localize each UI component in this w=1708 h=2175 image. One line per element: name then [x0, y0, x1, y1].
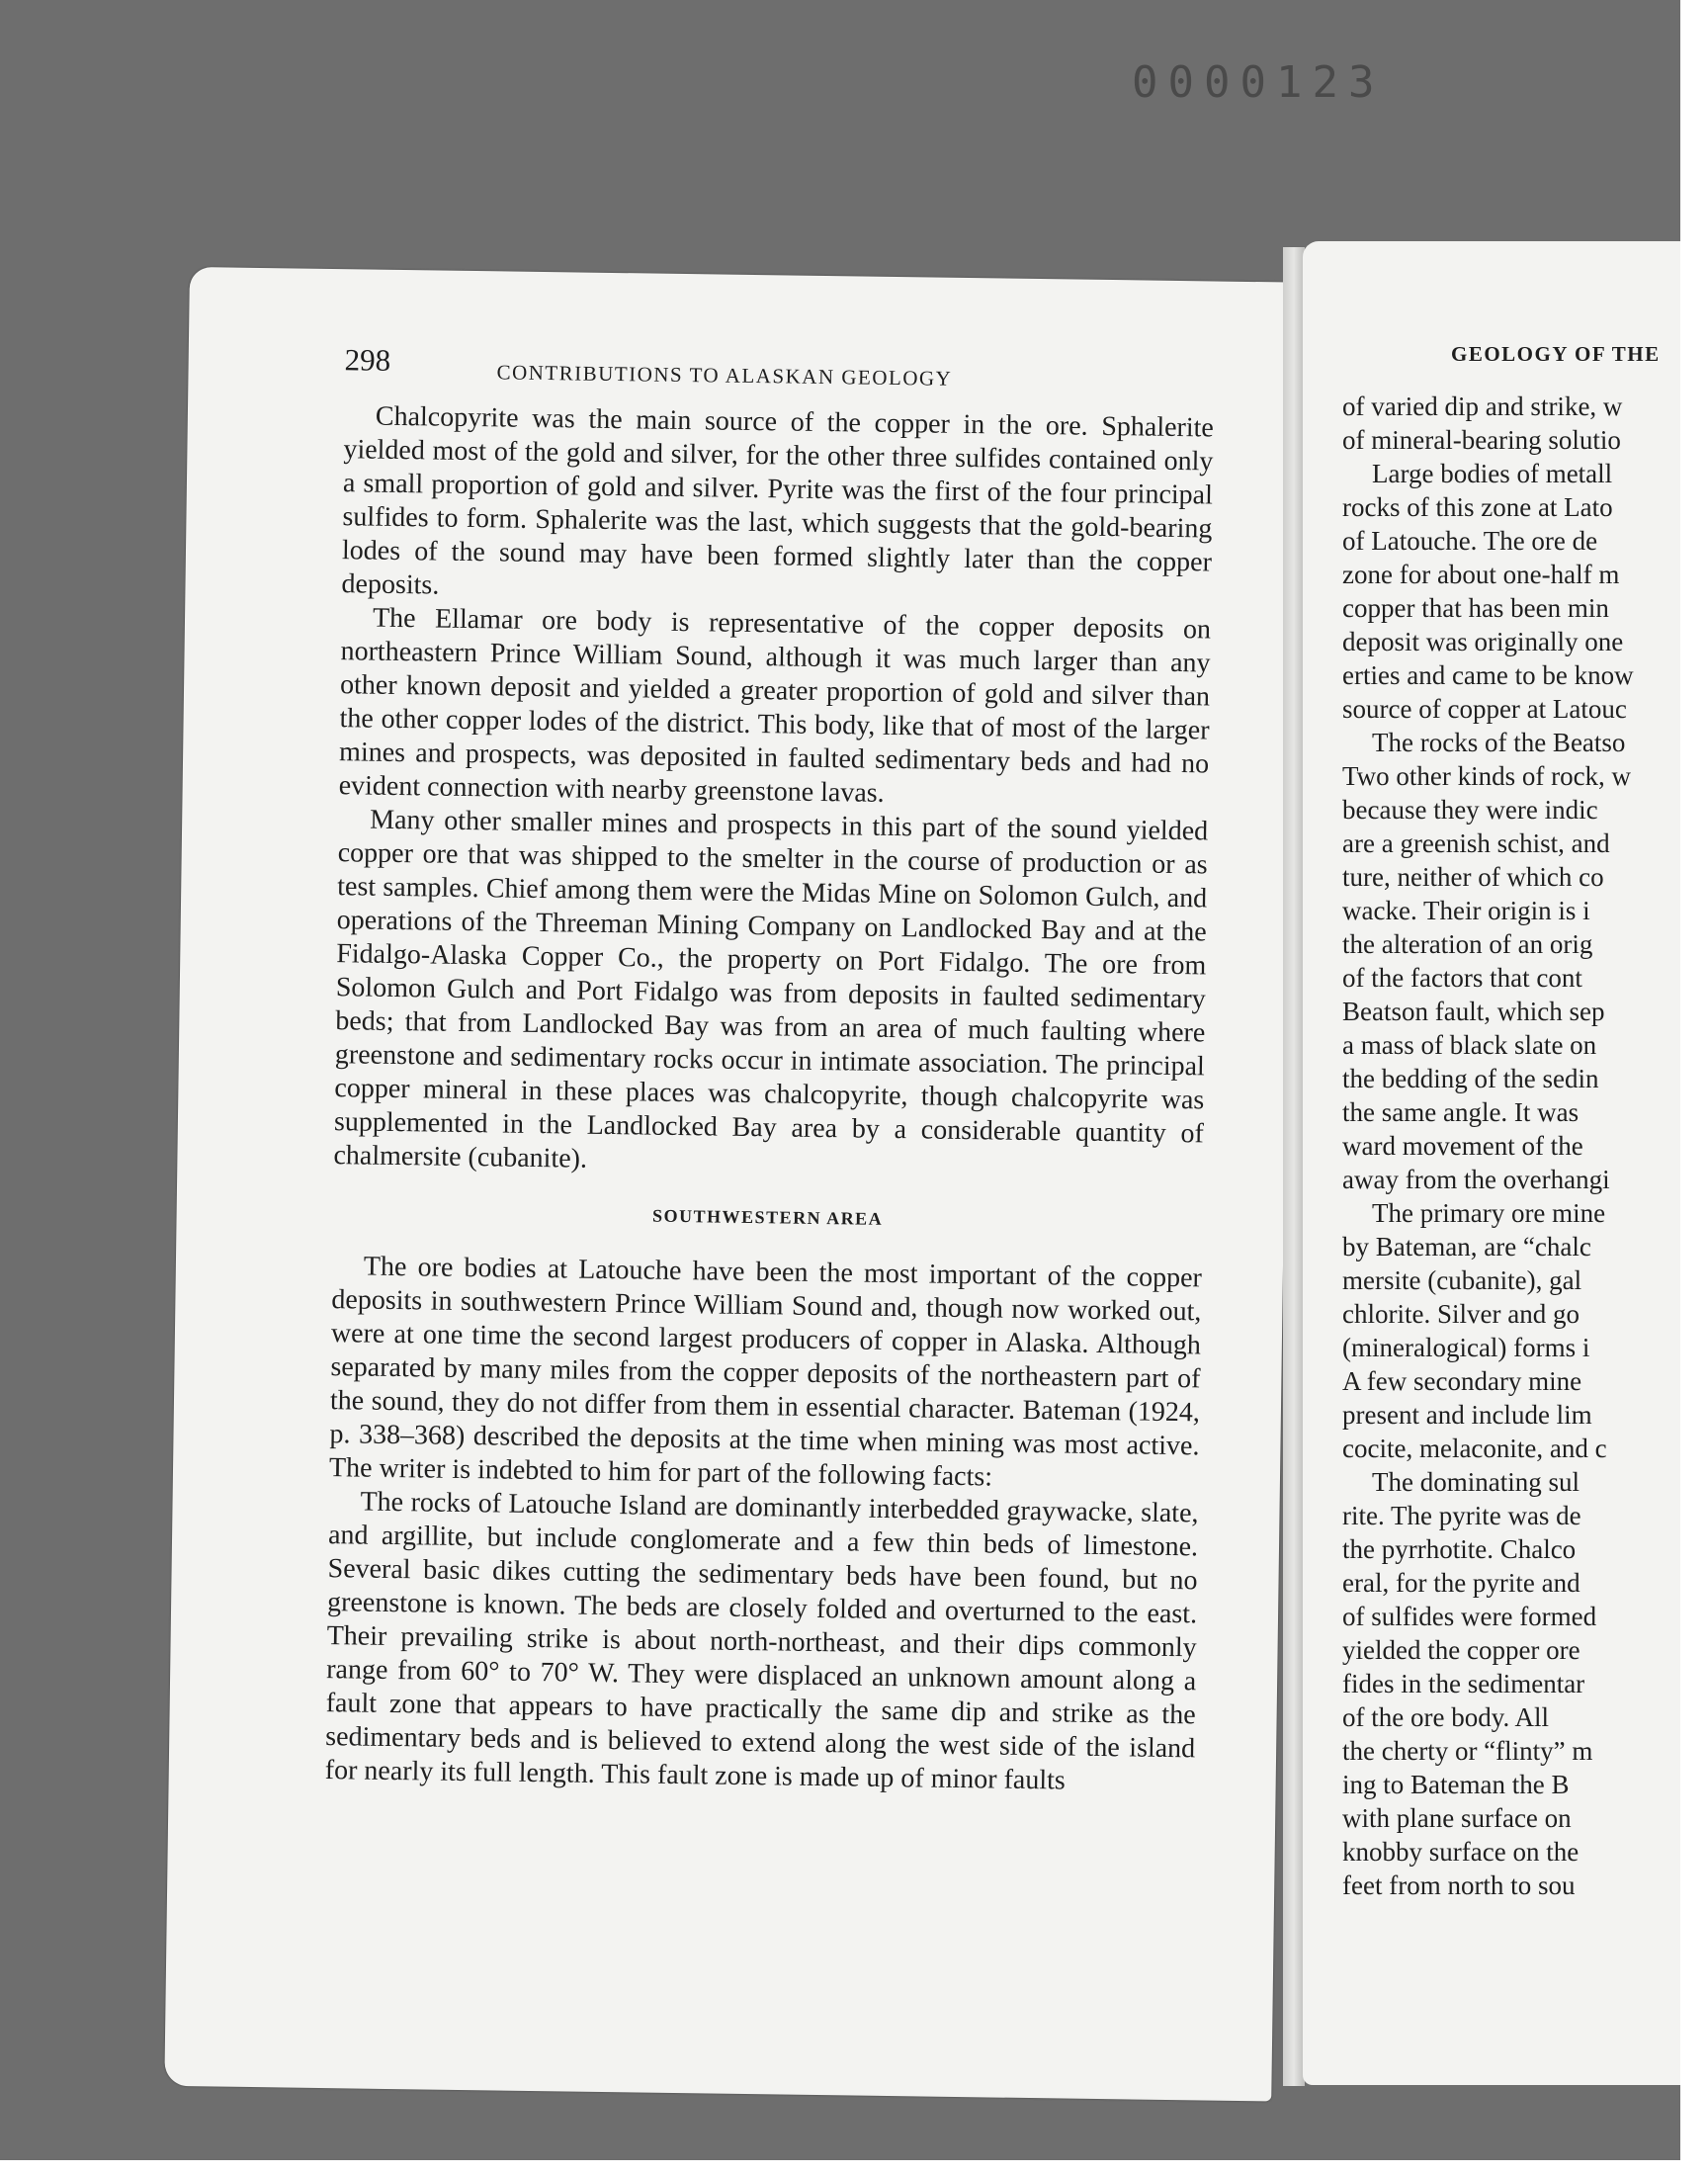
- scan-stamp-number: 0000123: [1132, 57, 1385, 108]
- right-page-line: knobby surface on the: [1342, 1837, 1580, 1867]
- right-page-line: ing to Bateman the B: [1342, 1770, 1570, 1799]
- right-page-line: cocite, melaconite, and c: [1342, 1434, 1607, 1463]
- right-page-line: (mineralogical) forms i: [1342, 1333, 1590, 1362]
- right-page-line: by Bateman, are “chalc: [1342, 1232, 1591, 1262]
- right-page-line: mersite (cubanite), gal: [1342, 1265, 1582, 1295]
- paragraph: The Ellamar ore body is representative of the copper deposits on northeastern Prince William Sound, although it was much larger than any other known deposit and yielded a greater proportion of gold and silver than the other copper lodes of the district. This body, like that of most of the larger mines and prospects, was deposited in faulted sedimentary beds and had no evident connection with nearby greenstone lavas.: [338, 602, 1212, 809]
- paragraph: Chalcopyrite was the main source of the copper in the ore. Sphalerite yielded most of the gold and silver, for the other three sulfides contained only a small proportion of gold and silver. Pyrite was the first of the four principal sulfides to form. Sphalerite was the last, which suggests that the gold-bearing lodes of the sound may have been formed slightly later than the copper deposits.: [341, 400, 1215, 601]
- right-page-line: of mineral-bearing solutio: [1342, 425, 1621, 455]
- right-page-line: ture, neither of which co: [1342, 862, 1604, 892]
- page-number: 298: [344, 342, 391, 378]
- right-page-line: of the ore body. All: [1342, 1702, 1549, 1732]
- running-head-left: CONTRIBUTIONS TO ALASKAN GEOLOGY: [496, 360, 953, 391]
- right-page-line: present and include lim: [1342, 1400, 1592, 1430]
- right-page-line: of sulfides were formed: [1342, 1602, 1597, 1631]
- right-page-line: rite. The pyrite was de: [1342, 1501, 1581, 1530]
- right-page-line: the alteration of an orig: [1342, 929, 1593, 959]
- right-page-line: A few secondary mine: [1342, 1366, 1582, 1396]
- section-heading: SOUTHWESTERN AREA: [651, 1205, 884, 1229]
- book-gutter: [1283, 247, 1305, 2086]
- right-page-line: wacke. Their origin is i: [1342, 896, 1590, 925]
- right-page-line: Large bodies of metall: [1372, 459, 1613, 488]
- right-page-line: of varied dip and strike, w: [1342, 392, 1623, 421]
- right-page-line: rocks of this zone at Lato: [1342, 492, 1613, 522]
- right-page-line: Two other kinds of rock, w: [1342, 761, 1632, 791]
- right-page-line: of Latouche. The ore de: [1342, 526, 1598, 556]
- paragraph: The rocks of Latouche Island are dominantly interbedded graywacke, slate, and argillite, but include conglomerate and a few thin beds of limestone. Several basic dikes cutting the sedimentary beds have been found, but no greenstone is known. The beds are closely folded and overturned to the east. Their prevailing strike is about north-northeast, and their dips commonly range from 60° to 70° W. They were displaced an unknown amount along a fault zone that appears to have practically the same dip and strike as the sedimentary beds and is believed to extend along the west side of the island for nearly its full length. This fault zone is made up of minor faults: [324, 1486, 1199, 1796]
- right-page-line: The rocks of the Beatso: [1372, 728, 1626, 757]
- right-page: [1303, 241, 1680, 2085]
- right-page-line: copper that has been min: [1342, 593, 1609, 623]
- paragraph: The ore bodies at Latouche have been the most important of the copper deposits in southwestern Prince William Sound and, though now worked out, were at one time the second largest producers of copper in Alaska. Although separated by many miles from the copper deposits of the northeastern part of the sound, they do not differ from them in essential character. Bateman (1924, p. 338–368) described the deposits at the time when mining was most active. The writer is indebted to him for part of the following facts:: [328, 1251, 1203, 1493]
- right-page-line: source of copper at Latouc: [1342, 694, 1627, 724]
- left-page: [164, 267, 1297, 2101]
- right-page-line: yielded the copper ore: [1342, 1635, 1580, 1665]
- right-page-body: [1342, 390, 1680, 1902]
- right-page-line: the same angle. It was: [1342, 1097, 1580, 1127]
- right-page-line: The dominating sul: [1372, 1467, 1580, 1497]
- running-head-right: GEOLOGY OF THE: [1451, 342, 1661, 366]
- right-page-line: erties and came to be know: [1342, 660, 1634, 690]
- paragraph: Many other smaller mines and prospects in this part of the sound yielded copper ore that was shipped to the smelter in the course of production or as test samples. Chief among them were the Midas Mine on Solomon Gulch, and operations of the Threeman Mining Company on Landlocked Bay and at the Fidalgo-Alaska Copper Co., the property on Port Fidalgo. The ore from Solomon Gulch and Port Fidalgo was from deposits in faulted sedimentary beds; that from Landlocked Bay was from an area of much faulting where greenstone and sedimentary rocks occur in intimate association. The principal copper mineral in these places was chalcopyrite, though chalcopyrite was supplemented in the Landlocked Bay area by a considerable quantity of chalmersite (cubanite).: [333, 804, 1209, 1174]
- right-page-line: zone for about one-half m: [1342, 560, 1620, 589]
- right-page-line: because they were indic: [1342, 795, 1598, 825]
- right-page-line: ward movement of the: [1342, 1131, 1583, 1161]
- right-page-line: the pyrrhotite. Chalco: [1342, 1534, 1577, 1564]
- right-page-line: Beatson fault, which sep: [1342, 997, 1605, 1026]
- right-page-line: chlorite. Silver and go: [1342, 1299, 1580, 1329]
- right-page-line: fides in the sedimentar: [1342, 1669, 1585, 1698]
- right-page-line: of the factors that cont: [1342, 963, 1582, 993]
- right-page-line: away from the overhangi: [1342, 1165, 1610, 1194]
- right-page-line: The primary ore mine: [1372, 1198, 1606, 1228]
- right-page-line: are a greenish schist, and: [1342, 828, 1610, 858]
- right-page-line: the bedding of the sedin: [1342, 1064, 1599, 1093]
- left-page-body: [325, 399, 1215, 1799]
- right-page-line: a mass of black slate on: [1342, 1030, 1597, 1060]
- right-page-line: with plane surface on: [1342, 1803, 1572, 1833]
- right-page-line: feet from north to sou: [1342, 1870, 1576, 1900]
- right-page-line: the cherty or “flinty” m: [1342, 1736, 1593, 1766]
- right-page-line: deposit was originally one: [1342, 627, 1624, 656]
- right-page-line: eral, for the pyrite and: [1342, 1568, 1580, 1598]
